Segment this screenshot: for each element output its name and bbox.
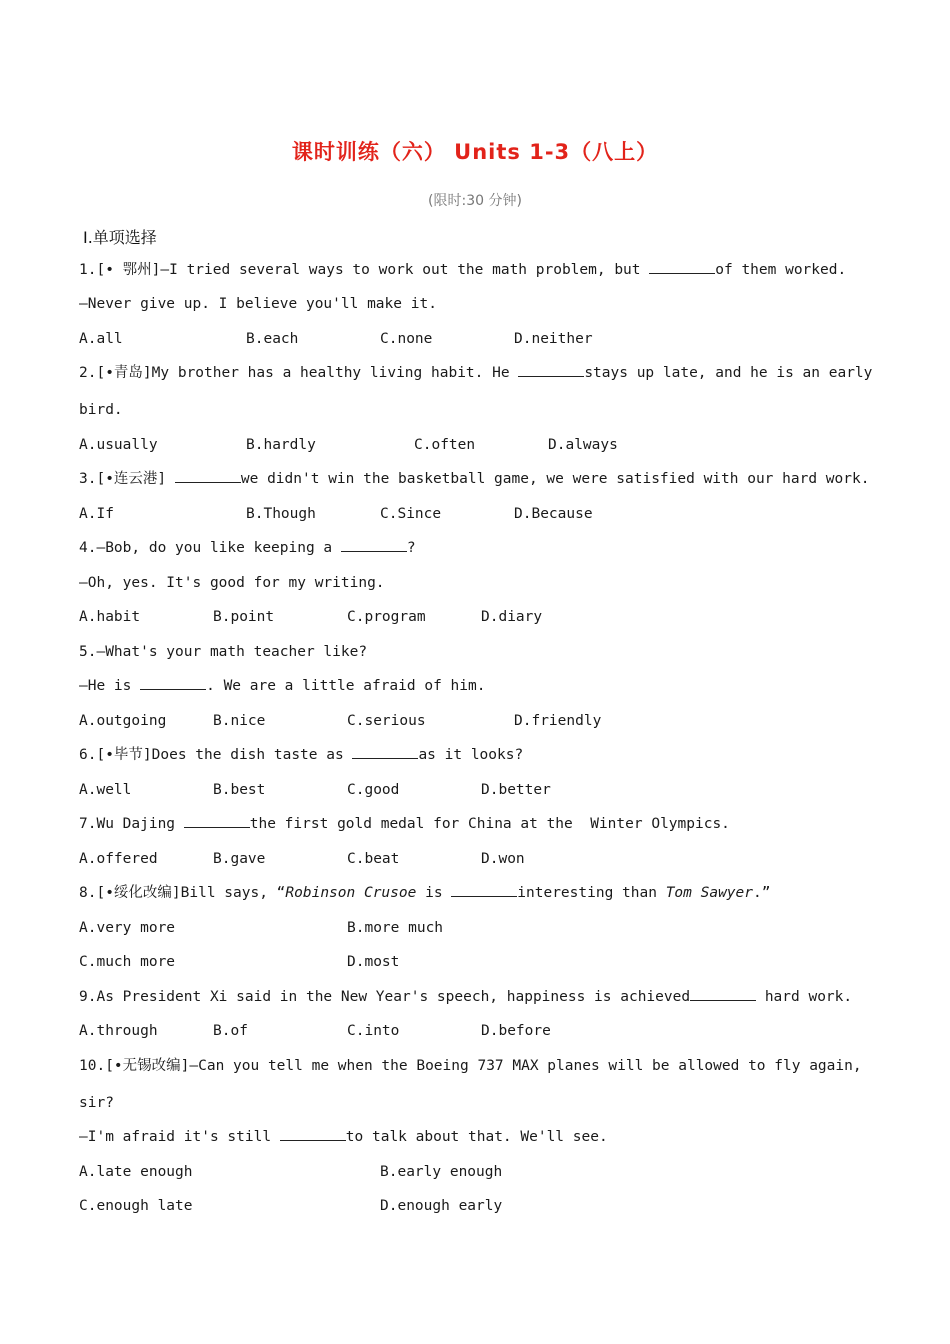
option-d: D.always <box>548 437 618 453</box>
option-b: B.of <box>213 1023 248 1039</box>
option-a: A.If <box>79 506 114 522</box>
option-b: B.nice <box>213 713 266 729</box>
question-2: 2.[•青岛]My brother has a healthy living habit. He stays up late, and he is an early <box>79 365 873 381</box>
option-c: C.often <box>414 437 476 453</box>
option-b: B.early enough <box>380 1164 503 1180</box>
answer-blank <box>184 815 250 828</box>
option-c: C.none <box>380 331 433 347</box>
question-5: 5.—What's your math teacher like? <box>79 644 368 660</box>
question-4: 4.—Bob, do you like keeping a ? <box>79 540 416 556</box>
option-d: D.diary <box>481 609 543 625</box>
question-10-reply: —I'm afraid it's still to talk about that. We'll see. <box>79 1129 608 1145</box>
question-10: 10.[•无锡改编]—Can you tell me when the Boeing 737 MAX planes will be allowed to fly again, <box>79 1058 862 1074</box>
answer-blank <box>280 1128 346 1141</box>
option-a: A.through <box>79 1023 158 1039</box>
section-title: Ⅰ.单项选择 <box>83 228 157 247</box>
question-7: 7.Wu Dajing the first gold medal for China at the Winter Olympics. <box>79 816 730 832</box>
answer-blank <box>518 364 584 377</box>
answer-blank <box>352 746 418 759</box>
option-c: C.program <box>347 609 426 625</box>
option-b: B.point <box>213 609 275 625</box>
answer-blank <box>140 677 206 690</box>
option-b: B.best <box>213 782 266 798</box>
option-d: D.enough early <box>380 1198 503 1214</box>
option-b: B.hardly <box>246 437 316 453</box>
option-d: D.friendly <box>514 713 602 729</box>
option-b: B.more much <box>347 920 444 936</box>
option-d: D.Because <box>514 506 593 522</box>
answer-blank <box>341 539 407 552</box>
option-d: D.won <box>481 851 525 867</box>
option-a: A.offered <box>79 851 158 867</box>
option-c: C.good <box>347 782 400 798</box>
option-c: C.enough late <box>79 1198 193 1214</box>
option-a: A.all <box>79 331 123 347</box>
page-title: 课时训练（六） Units 1-3（八上） <box>291 140 659 164</box>
question-4-reply: —Oh, yes. It's good for my writing. <box>79 575 385 591</box>
time-limit: (限时:30 分钟) <box>428 193 522 209</box>
question-3: 3.[•连云港] we didn't win the basketball game, we were satisfied with our hard work. <box>79 471 870 487</box>
option-b: B.Though <box>246 506 316 522</box>
option-c: C.serious <box>347 713 426 729</box>
question-2-cont: bird. <box>79 402 123 418</box>
option-d: D.neither <box>514 331 593 347</box>
question-5-reply: —He is . We are a little afraid of him. <box>79 678 486 694</box>
question-9: 9.As President Xi said in the New Year's speech, happiness is achieved hard work. <box>79 989 853 1005</box>
question-1-reply: —Never give up. I believe you'll make it. <box>79 296 437 312</box>
question-6: 6.[•毕节]Does the dish taste as as it looks? <box>79 747 524 763</box>
question-1: 1.[• 鄂州]—I tried several ways to work out the math problem, but of them worked. <box>79 262 847 278</box>
option-d: D.most <box>347 954 400 970</box>
option-a: A.well <box>79 782 132 798</box>
option-c: C.much more <box>79 954 176 970</box>
option-a: A.habit <box>79 609 141 625</box>
question-10-cont: sir? <box>79 1095 114 1111</box>
option-d: D.better <box>481 782 551 798</box>
option-a: A.very more <box>79 920 176 936</box>
answer-blank <box>451 884 517 897</box>
question-8: 8.[•绥化改编]Bill says, “Robinson Crusoe is interesting than Tom Sawyer.” <box>79 885 771 901</box>
answer-blank <box>690 988 756 1001</box>
answer-blank <box>649 261 715 274</box>
option-c: C.Since <box>380 506 442 522</box>
option-a: A.usually <box>79 437 158 453</box>
option-c: C.beat <box>347 851 400 867</box>
option-c: C.into <box>347 1023 400 1039</box>
answer-blank <box>175 470 241 483</box>
option-b: B.each <box>246 331 299 347</box>
option-b: B.gave <box>213 851 266 867</box>
option-a: A.late enough <box>79 1164 193 1180</box>
option-d: D.before <box>481 1023 551 1039</box>
option-a: A.outgoing <box>79 713 167 729</box>
